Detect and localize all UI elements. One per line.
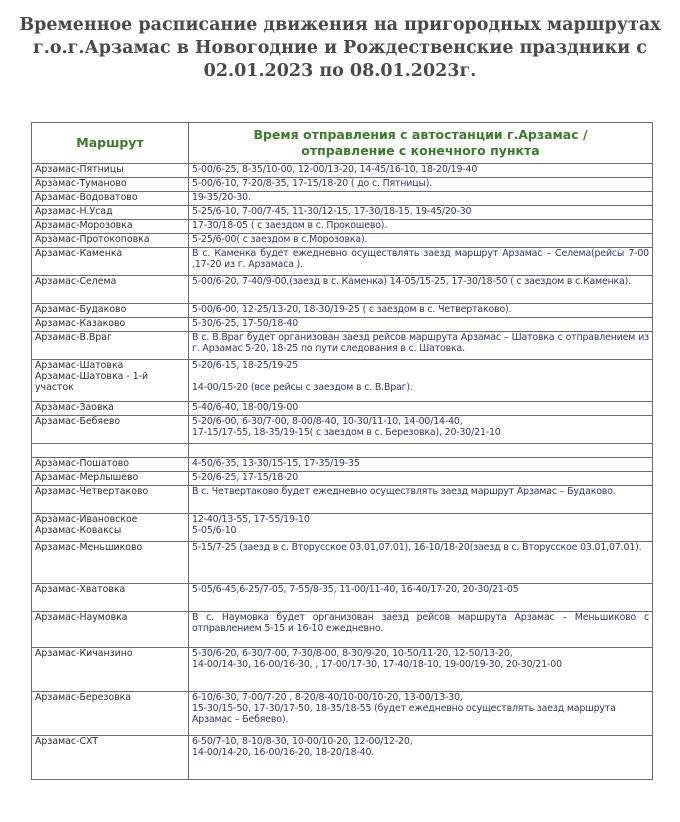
times-cell [189,444,653,458]
times-cell: 5-00/6-20, 7-40/9-00,(заезд в с. Каменка) 14-05/15-25, 17-30/18-50 ( с заездом в с.Каменка). [189,276,653,304]
table-row [32,416,653,444]
table-row [32,648,653,692]
table-row-empty [32,444,653,458]
route-cell: Арзамас-Ивановское Арзамас-Коваксы [32,514,189,542]
route-cell: Арзамас-Казаково [32,318,189,332]
document-title [0,14,680,83]
route-cell: Арзамас-СХТ [32,736,189,780]
route-cell: Арзамас-Бебяево [32,416,189,444]
route-cell: Арзамас-Шатовка Арзамас-Шатовка - 1-й участок [32,360,189,402]
route-cell: Арзамас-Березовка [32,692,189,736]
route-cell: Арзамас-Кичанзино [32,648,189,692]
table-row [32,164,653,178]
times-cell: 19-35/20-30. [189,192,653,206]
route-cell: Арзамас-В.Враг [32,332,189,360]
table-row [32,178,653,192]
route-cell: Арзамас-Н.Усад [32,206,189,220]
table-row [32,486,653,514]
table-row [32,304,653,318]
times-cell: В с. Наумовка будет организован заезд рейсов маршрута Арзамас – Меньшиково с отправлением 5-15 и 16-10 ежедневно. [189,612,653,648]
route-cell: Арзамас-Заовка [32,402,189,416]
times-cell: В с. В.Враг будет организован заезд рейсов маршрута Арзамас – Шатовка с отправлением из г. Арзамас 5-20, 18-25 по пути следования в с. Шатовка. [189,332,653,360]
times-cell: 5-40/6-40, 18-00/19-00 [189,402,653,416]
times-cell: 5-20/6-15, 18-25/19-25 14-00/15-20 (все рейсы с заездом в с. В.Враг). [189,360,653,402]
table-row [32,612,653,648]
table-row [32,542,653,584]
route-cell: Арзамас-Четвертаково [32,486,189,514]
header-times [189,123,653,164]
times-cell: 5-25/6-10, 7-00/7-45, 11-30/12-15, 17-30/18-15, 19-45/20-30 [189,206,653,220]
table-row [32,360,653,402]
times-cell: 4-50/6-35, 13-30/15-15, 17-35/19-35 [189,458,653,472]
times-cell: 5-30/6-25, 17-50/18-40 [189,318,653,332]
table-row [32,736,653,780]
header-route: Маршрут [32,123,189,164]
header-times-line-1: Время отправления с автостанции г.Арзамас / [253,127,588,142]
table-row [32,248,653,276]
table-row [32,234,653,248]
route-cell: Арзамас-Протокоповка [32,234,189,248]
times-cell: 5-25/6-00( с заездом в с.Морозовка). [189,234,653,248]
table-row [32,472,653,486]
route-cell: Арзамас-Туманово [32,178,189,192]
table-row [32,458,653,472]
table-row [32,332,653,360]
table-row [32,514,653,542]
times-cell: 12-40/13-55, 17-55/19-10 5-05/6-10 [189,514,653,542]
times-cell: В с. Четвертаково будет ежедневно осуществлять заезд маршрут Арзамас – Будаково. [189,486,653,514]
times-cell: 5-30/6-20, 6-30/7-00, 7-30/8-00, 8-30/9-20, 10-50/11-20, 12-50/13-20, 14-00/14-30, 16-00/16-30, , 17-00/17-30, 17-40/18-10, 19-00/19-30, 20-30/21-00 [189,648,653,692]
table-row [32,192,653,206]
times-cell: 6-10/6-30, 7-00/7-20 , 8-20/8-40/10-00/10-20, 13-00/13-30, 15-30/15-50, 17-30/17-50, 18-35/18-55 (будет ежедневно осуществлять заезд маршрута Арзамас – Бебяево). [189,692,653,736]
table-row [32,318,653,332]
table-row [32,584,653,612]
route-cell: Арзамас-Будаково [32,304,189,318]
times-cell: 5-00/6-00, 12-25/13-20, 18-30/19-25 ( с заездом в с. Четвертаково). [189,304,653,318]
times-cell: В с. Каменка будет ежедневно осуществлять заезд маршрут Арзамас – Селема(рейсы 7-00 ,17-20 из г. Арзамаса ). [189,248,653,276]
table-row [32,402,653,416]
times-cell: 5-20/6-25, 17-15/18-20 [189,472,653,486]
times-cell: 5-20/6-00, 6-30/7-00, 8-00/8-40, 10-30/11-10, 14-00/14-40, 17-15/17-55, 18-35/19-15( с заездом в с. Березовка), 20-30/21-10 [189,416,653,444]
table-row [32,692,653,736]
header-times-line-2: отправление с конечного пункта [301,143,540,158]
times-cell: 5-15/7-25 (заезд в с. Вторусское 03.01,07.01), 16-10/18-20(заезд в с. Вторусское 03.01,07.01). [189,542,653,584]
times-cell: 5-00/6-25, 8-35/10-00, 12-00/13-20, 14-45/16-10, 18-20/19-40 [189,164,653,178]
route-cell: Арзамас-Каменка [32,248,189,276]
table-row [32,206,653,220]
title-line-3: 02.01.2023 по 08.01.2023г. [203,61,477,81]
times-cell: 5-05/6-45,6-25/7-05, 7-55/8-35, 11-00/11-40, 16-40/17-20, 20-30/21-05 [189,584,653,612]
times-cell: 17-30/18-05 ( с заездом в с. Прокошево). [189,220,653,234]
route-cell: Арзамас-Пятницы [32,164,189,178]
title-line-1: Временное расписание движения на пригородных маршрутах [19,15,661,35]
schedule-table [31,122,653,780]
route-cell: Арзамас-Пошатово [32,458,189,472]
title-line-2: г.о.г.Арзамас в Новогодние и Рождественские праздники с [33,38,647,58]
table-row [32,276,653,304]
route-cell: Арзамас-Селема [32,276,189,304]
route-cell: Арзамас-Мерлышево [32,472,189,486]
route-cell: Арзамас-Водоватово [32,192,189,206]
route-cell: Арзамас-Меньшиково [32,542,189,584]
table-header-row [32,123,653,164]
route-cell: Арзамас-Морозовка [32,220,189,234]
route-cell: Арзамас-Наумовка [32,612,189,648]
times-cell: 6-50/7-10, 8-10/8-30, 10-00/10-20, 12-00/12-20, 14-00/14-20, 16-00/16-20, 18-20/18-40. [189,736,653,780]
route-cell [32,444,189,458]
route-cell: Арзамас-Хватовка [32,584,189,612]
times-cell: 5-00/6-10, 7-20/8-35, 17-15/18-20 ( до с. Пятницы). [189,178,653,192]
table-row [32,220,653,234]
